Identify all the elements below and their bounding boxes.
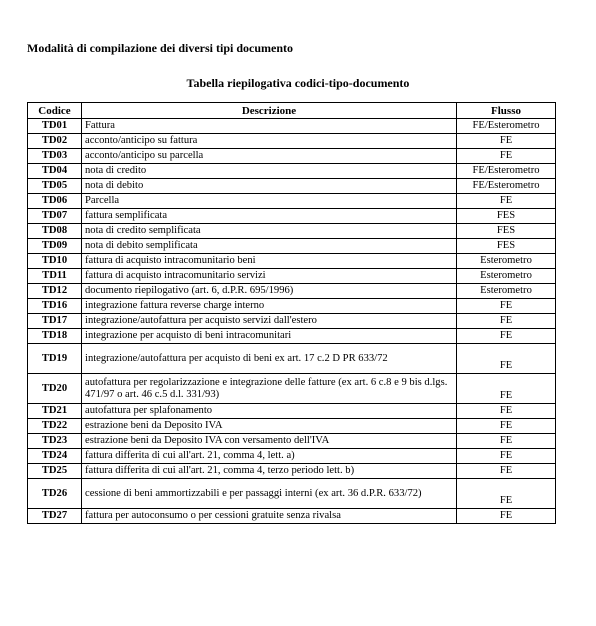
table-row bbox=[28, 449, 556, 464]
column-header-flow: Flusso bbox=[457, 103, 556, 119]
code-cell: TD11 bbox=[28, 269, 82, 284]
code-cell: TD12 bbox=[28, 284, 82, 299]
flow-cell: FE bbox=[457, 374, 556, 404]
flow-cell: FE bbox=[457, 404, 556, 419]
flow-cell: Esterometro bbox=[457, 284, 556, 299]
code-cell: TD17 bbox=[28, 314, 82, 329]
flow-cell: FE bbox=[457, 299, 556, 314]
description-cell: fattura differita di cui all'art. 21, comma 4, lett. a) bbox=[82, 449, 457, 464]
flow-cell: FE bbox=[457, 419, 556, 434]
flow-cell: Esterometro bbox=[457, 269, 556, 284]
code-cell: TD27 bbox=[28, 509, 82, 524]
table-row bbox=[28, 434, 556, 449]
code-cell: TD26 bbox=[28, 479, 82, 509]
description-cell: nota di credito semplificata bbox=[82, 224, 457, 239]
table-row bbox=[28, 329, 556, 344]
flow-cell: FE bbox=[457, 434, 556, 449]
flow-cell: FE bbox=[457, 134, 556, 149]
table-row bbox=[28, 224, 556, 239]
description-cell: Parcella bbox=[82, 194, 457, 209]
code-cell: TD05 bbox=[28, 179, 82, 194]
flow-cell: FES bbox=[457, 209, 556, 224]
table-row bbox=[28, 419, 556, 434]
description-cell: nota di debito bbox=[82, 179, 457, 194]
column-header-code: Codice bbox=[28, 103, 82, 119]
description-cell: nota di credito bbox=[82, 164, 457, 179]
code-cell: TD23 bbox=[28, 434, 82, 449]
flow-cell: FE bbox=[457, 329, 556, 344]
description-cell: fattura per autoconsumo o per cessioni gratuite senza rivalsa bbox=[82, 509, 457, 524]
flow-cell: FE/Esterometro bbox=[457, 179, 556, 194]
description-cell: acconto/anticipo su fattura bbox=[82, 134, 457, 149]
flow-cell: FE bbox=[457, 314, 556, 329]
table-row bbox=[28, 209, 556, 224]
flow-cell: FE bbox=[457, 149, 556, 164]
description-cell: fattura di acquisto intracomunitario servizi bbox=[82, 269, 457, 284]
table-row bbox=[28, 119, 556, 134]
code-cell: TD20 bbox=[28, 374, 82, 404]
code-cell: TD24 bbox=[28, 449, 82, 464]
table-row bbox=[28, 509, 556, 524]
flow-cell: Esterometro bbox=[457, 254, 556, 269]
table-row bbox=[28, 164, 556, 179]
table-row bbox=[28, 404, 556, 419]
table-body bbox=[28, 119, 556, 524]
table-row bbox=[28, 134, 556, 149]
flow-cell: FE bbox=[457, 194, 556, 209]
table-header-row bbox=[28, 103, 556, 119]
flow-cell: FE bbox=[457, 479, 556, 509]
code-cell: TD06 bbox=[28, 194, 82, 209]
description-cell: acconto/anticipo su parcella bbox=[82, 149, 457, 164]
code-cell: TD10 bbox=[28, 254, 82, 269]
flow-cell: FES bbox=[457, 239, 556, 254]
code-cell: TD02 bbox=[28, 134, 82, 149]
description-cell: Fattura bbox=[82, 119, 457, 134]
table-title: Tabella riepilogativa codici-tipo-documento bbox=[186, 76, 410, 90]
code-cell: TD08 bbox=[28, 224, 82, 239]
table-row bbox=[28, 344, 556, 374]
flow-cell: FE/Esterometro bbox=[457, 164, 556, 179]
code-cell: TD25 bbox=[28, 464, 82, 479]
table-row bbox=[28, 254, 556, 269]
description-cell: estrazione beni da Deposito IVA con versamento dell'IVA bbox=[82, 434, 457, 449]
table-row bbox=[28, 179, 556, 194]
flow-cell: FE bbox=[457, 344, 556, 374]
description-cell: documento riepilogativo (art. 6, d.P.R. 695/1996) bbox=[82, 284, 457, 299]
table-row bbox=[28, 239, 556, 254]
code-cell: TD21 bbox=[28, 404, 82, 419]
table-row bbox=[28, 299, 556, 314]
table-row bbox=[28, 149, 556, 164]
table-row bbox=[28, 314, 556, 329]
description-cell: autofattura per splafonamento bbox=[82, 404, 457, 419]
flow-cell: FE bbox=[457, 464, 556, 479]
table-row bbox=[28, 479, 556, 509]
description-cell: fattura differita di cui all'art. 21, comma 4, terzo periodo lett. b) bbox=[82, 464, 457, 479]
description-cell: fattura semplificata bbox=[82, 209, 457, 224]
column-header-description: Descrizione bbox=[82, 103, 457, 119]
description-cell: autofattura per regolarizzazione e integrazione delle fatture (ex art. 6 c.8 e 9 bis d.lgs. 471/97 o art. 46 c.5 d.l. 331/93) bbox=[82, 374, 457, 404]
flow-cell: FE bbox=[457, 449, 556, 464]
description-cell: integrazione/autofattura per acquisto servizi dall'estero bbox=[82, 314, 457, 329]
description-cell: integrazione fattura reverse charge interno bbox=[82, 299, 457, 314]
description-cell: cessione di beni ammortizzabili e per passaggi interni (ex art. 36 d.P.R. 633/72) bbox=[82, 479, 457, 509]
code-cell: TD22 bbox=[28, 419, 82, 434]
code-cell: TD01 bbox=[28, 119, 82, 134]
description-cell: integrazione per acquisto di beni intracomunitari bbox=[82, 329, 457, 344]
code-cell: TD18 bbox=[28, 329, 82, 344]
code-cell: TD19 bbox=[28, 344, 82, 374]
table-row bbox=[28, 269, 556, 284]
document-type-codes-table bbox=[27, 102, 556, 524]
flow-cell: FE bbox=[457, 509, 556, 524]
table-row bbox=[28, 464, 556, 479]
code-cell: TD04 bbox=[28, 164, 82, 179]
table-row bbox=[28, 194, 556, 209]
code-cell: TD09 bbox=[28, 239, 82, 254]
table-row bbox=[28, 374, 556, 404]
code-cell: TD07 bbox=[28, 209, 82, 224]
document-heading: Modalità di compilazione dei diversi tipi documento bbox=[27, 41, 293, 55]
code-cell: TD16 bbox=[28, 299, 82, 314]
table-row bbox=[28, 284, 556, 299]
description-cell: nota di debito semplificata bbox=[82, 239, 457, 254]
code-cell: TD03 bbox=[28, 149, 82, 164]
description-cell: integrazione/autofattura per acquisto di beni ex art. 17 c.2 D PR 633/72 bbox=[82, 344, 457, 374]
flow-cell: FES bbox=[457, 224, 556, 239]
flow-cell: FE/Esterometro bbox=[457, 119, 556, 134]
description-cell: fattura di acquisto intracomunitario beni bbox=[82, 254, 457, 269]
description-cell: estrazione beni da Deposito IVA bbox=[82, 419, 457, 434]
